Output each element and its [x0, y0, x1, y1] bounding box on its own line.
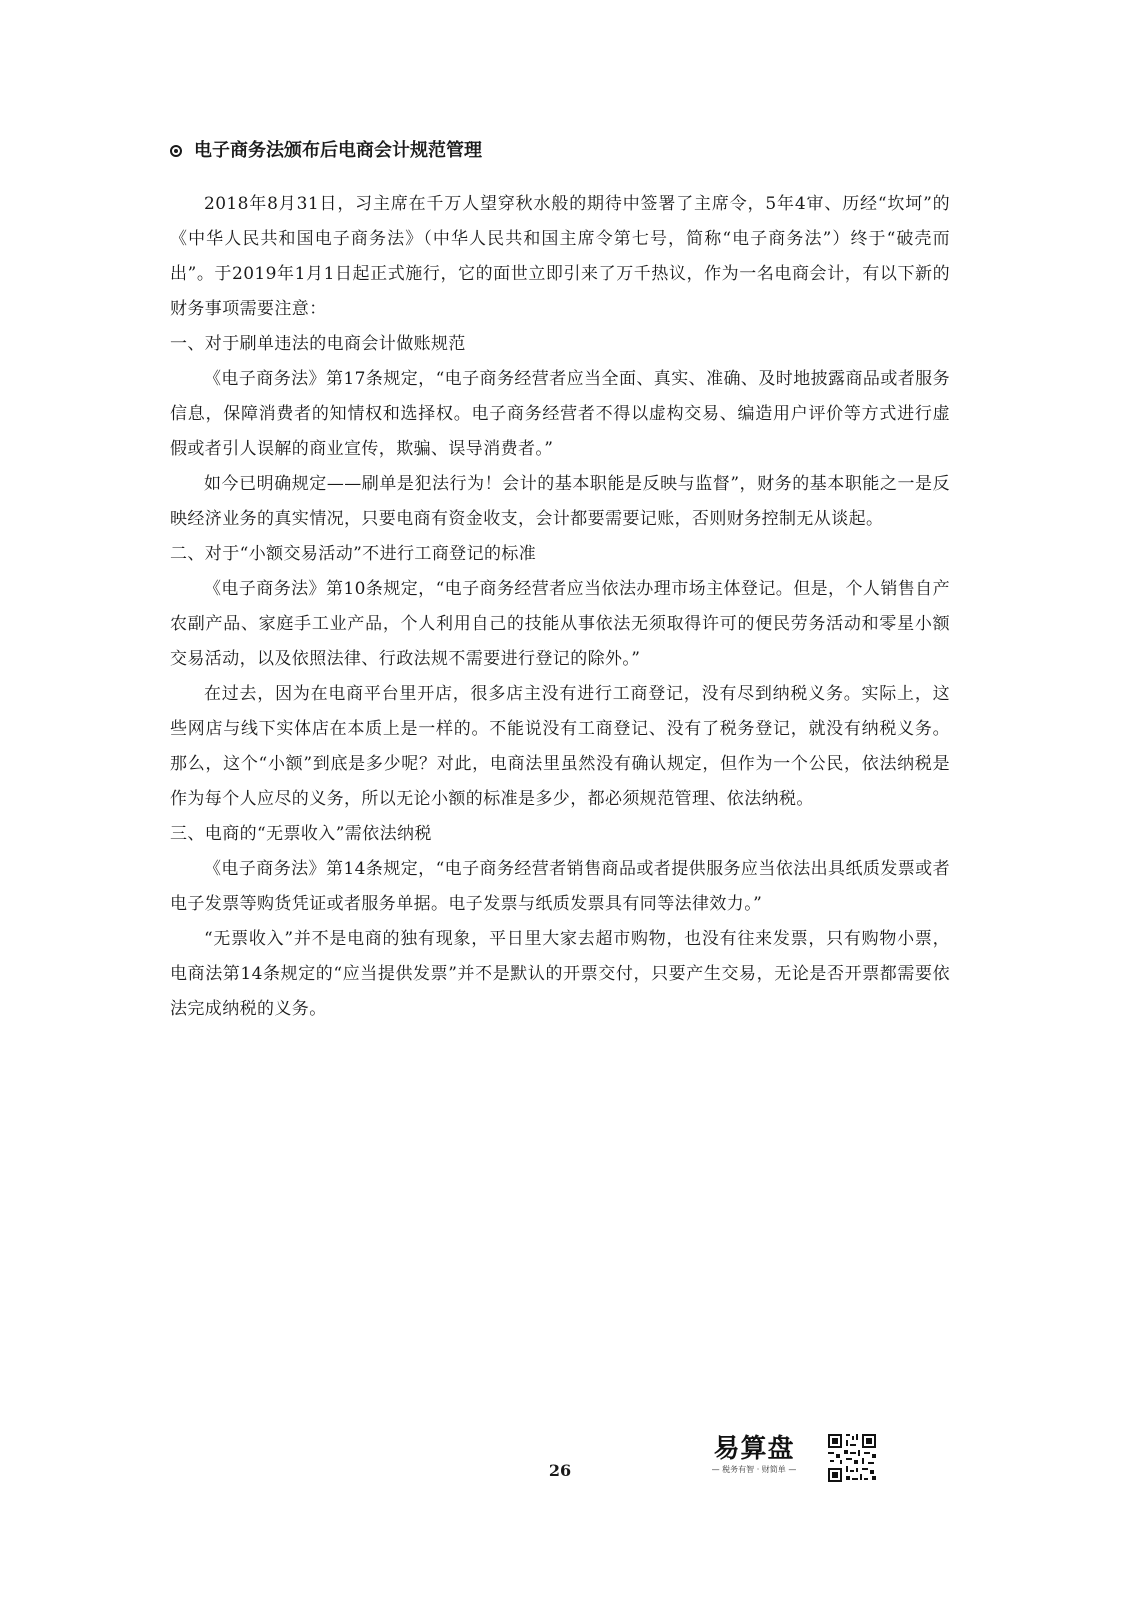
paragraph-small-amount: 在过去，因为在电商平台里开店，很多店主没有进行工商登记，没有尽到纳税义务。实际上，这些网店与线下实体店在本质上是一样的。不能说没有工商登记、没有了税务登记，就没有纳税义务。那么，这个“小额”到底是多少呢？对此，电商法里虽然没有确认规定，但作为一个公民，依法纳税是作为每个人应尽的义务，所以无论小额的标准是多少，都必须规范管理、依法纳税。	[170, 684, 950, 809]
bullet-circle-icon	[170, 145, 182, 157]
page-number: 26	[548, 1461, 572, 1480]
paragraph-brushing-illegal: 如今已明确规定——刷单是犯法行为！会计的基本职能是反映与监督”，财务的基本职能之一是反映经济业务的真实情况，只要电商有资金收支，会计都要需要记账，否则财务控制无从谈起。	[170, 474, 950, 529]
article-title	[170, 135, 950, 167]
paragraph-no-invoice-income: “无票收入”并不是电商的独有现象，平日里大家去超市购物，也没有往来发票，只有购物小票，电商法第14条规定的“应当提供发票”并不是默认的开票交付，只要产生交易，无论是否开票都需要依法完成纳税的义务。	[170, 929, 950, 1019]
brand-logo-text: 易算盘	[713, 1434, 795, 1464]
qr-code-icon	[826, 1432, 878, 1484]
article-body	[170, 135, 950, 1027]
paragraph-article-17: 《电子商务法》第17条规定，“电子商务经营者应当全面、真实、准确、及时地披露商品或者服务信息，保障消费者的知情权和选择权。电子商务经营者不得以虚构交易、编造用户评价等方式进行虚假或者引人误解的商业宣传，欺骗、误导消费者。”	[170, 369, 950, 459]
paragraph-intro: 2018年8月31日，习主席在千万人望穿秋水般的期待中签署了主席令，5年4审、历经“坎坷”的《中华人民共和国电子商务法》（中华人民共和国主席令第七号，简称“电子商务法”）终于“破壳而出”。于2019年1月1日起正式施行，它的面世立即引来了万千热议，作为一名电商会计，有以下新的财务事项需要注意：	[170, 194, 950, 319]
brand-logo	[706, 1434, 802, 1484]
paragraph-article-10: 《电子商务法》第10条规定，“电子商务经营者应当依法办理市场主体登记。但是，个人销售自产农副产品、家庭手工业产品，个人利用自己的技能从事依法无须取得许可的便民劳务活动和零星小额交易活动，以及依照法律、行政法规不需要进行登记的除外。”	[170, 579, 950, 669]
paragraph-article-14: 《电子商务法》第14条规定，“电子商务经营者销售商品或者提供服务应当依法出具纸质发票或者电子发票等购货凭证或者服务单据。电子发票与纸质发票具有同等法律效力。”	[170, 859, 950, 914]
section-heading-3: 三、电商的“无票收入”需依法纳税	[170, 824, 432, 844]
section-heading-1: 一、对于刷单违法的电商会计做账规范	[170, 334, 466, 354]
brand-logo-slogan: — 税务有智 · 财简单 —	[711, 1465, 797, 1474]
article-title-text: 电子商务法颁布后电商会计规范管理	[194, 140, 482, 161]
section-heading-2: 二、对于“小额交易活动”不进行工商登记的标准	[170, 544, 537, 564]
